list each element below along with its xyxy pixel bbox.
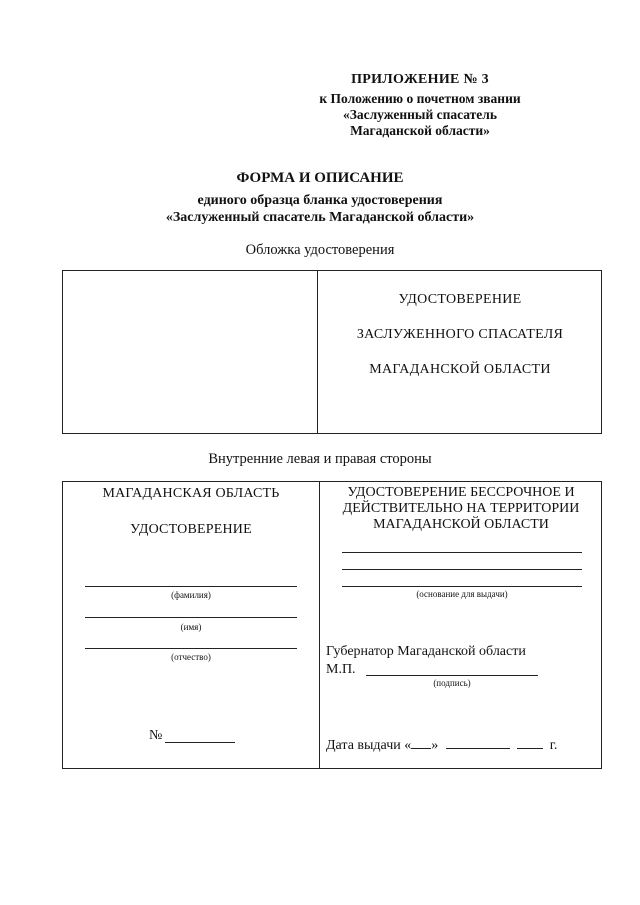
- cover-line: УДОСТОВЕРЕНИЕ: [398, 292, 522, 307]
- cover-box: [62, 270, 602, 434]
- governor-title: Губернатор Магаданской области: [326, 644, 526, 659]
- document-title: УДОСТОВЕРЕНИЕ: [130, 522, 252, 537]
- cover-caption: Обложка удостоверения: [245, 242, 395, 258]
- inner-right-panel: [320, 482, 602, 768]
- region-title: МАГАДАНСКАЯ ОБЛАСТЬ: [102, 486, 280, 501]
- annex-line: к Положению о почетном звании: [319, 91, 521, 106]
- form-subtitle-line: «Заслуженный спасатель Магаданской области»: [165, 210, 475, 225]
- inner-caption: Внутренние левая и правая стороны: [208, 451, 432, 467]
- form-subtitle-line: единого образца бланка удостоверения: [197, 193, 443, 208]
- issue-day-line: [411, 737, 431, 749]
- patronymic-label: (отчество): [171, 652, 211, 662]
- issue-date-mid: »: [431, 738, 439, 753]
- issue-date-prefix: Дата выдачи «: [326, 738, 412, 753]
- inner-box: [62, 481, 602, 769]
- issue-year-line: [517, 737, 543, 749]
- surname-label: (фамилия): [171, 590, 211, 600]
- annex-line: «Заслуженный спасатель: [342, 107, 498, 122]
- patronymic-line: [85, 648, 297, 649]
- basis-line: [342, 569, 582, 570]
- basis-label: (основание для выдачи): [416, 589, 508, 599]
- form-title: ФОРМА И ОПИСАНИЕ: [236, 170, 404, 186]
- issue-month-line: [446, 737, 510, 749]
- annex-title: ПРИЛОЖЕНИЕ № 3: [351, 72, 489, 87]
- signature-label: (подпись): [433, 678, 471, 688]
- name-line: [85, 617, 297, 618]
- inner-left-panel: [63, 482, 319, 768]
- validity-line: ДЕЙСТВИТЕЛЬНО НА ТЕРРИТОРИИ: [342, 501, 580, 516]
- basis-line: [342, 586, 582, 587]
- number-label: №: [149, 728, 163, 743]
- basis-line: [342, 552, 582, 553]
- signature-line: [366, 675, 538, 676]
- annex-header: [290, 72, 550, 139]
- validity-line: УДОСТОВЕРЕНИЕ БЕССРОЧНОЕ И: [347, 485, 575, 500]
- stamp-label: М.П.: [326, 662, 356, 677]
- cover-line: ЗАСЛУЖЕННОГО СПАСАТЕЛЯ: [356, 327, 564, 342]
- issue-date: [326, 737, 557, 754]
- surname-line: [85, 586, 297, 587]
- validity-header: [320, 485, 602, 533]
- number-line: [165, 742, 235, 743]
- cover-line: МАГАДАНСКОЙ ОБЛАСТИ: [369, 362, 551, 377]
- cover-right-panel: [318, 271, 602, 433]
- validity-line: МАГАДАНСКОЙ ОБЛАСТИ: [373, 517, 549, 532]
- name-label: (имя): [180, 622, 202, 632]
- issue-date-suffix: г.: [549, 738, 558, 753]
- annex-line: Магаданской области»: [350, 123, 490, 138]
